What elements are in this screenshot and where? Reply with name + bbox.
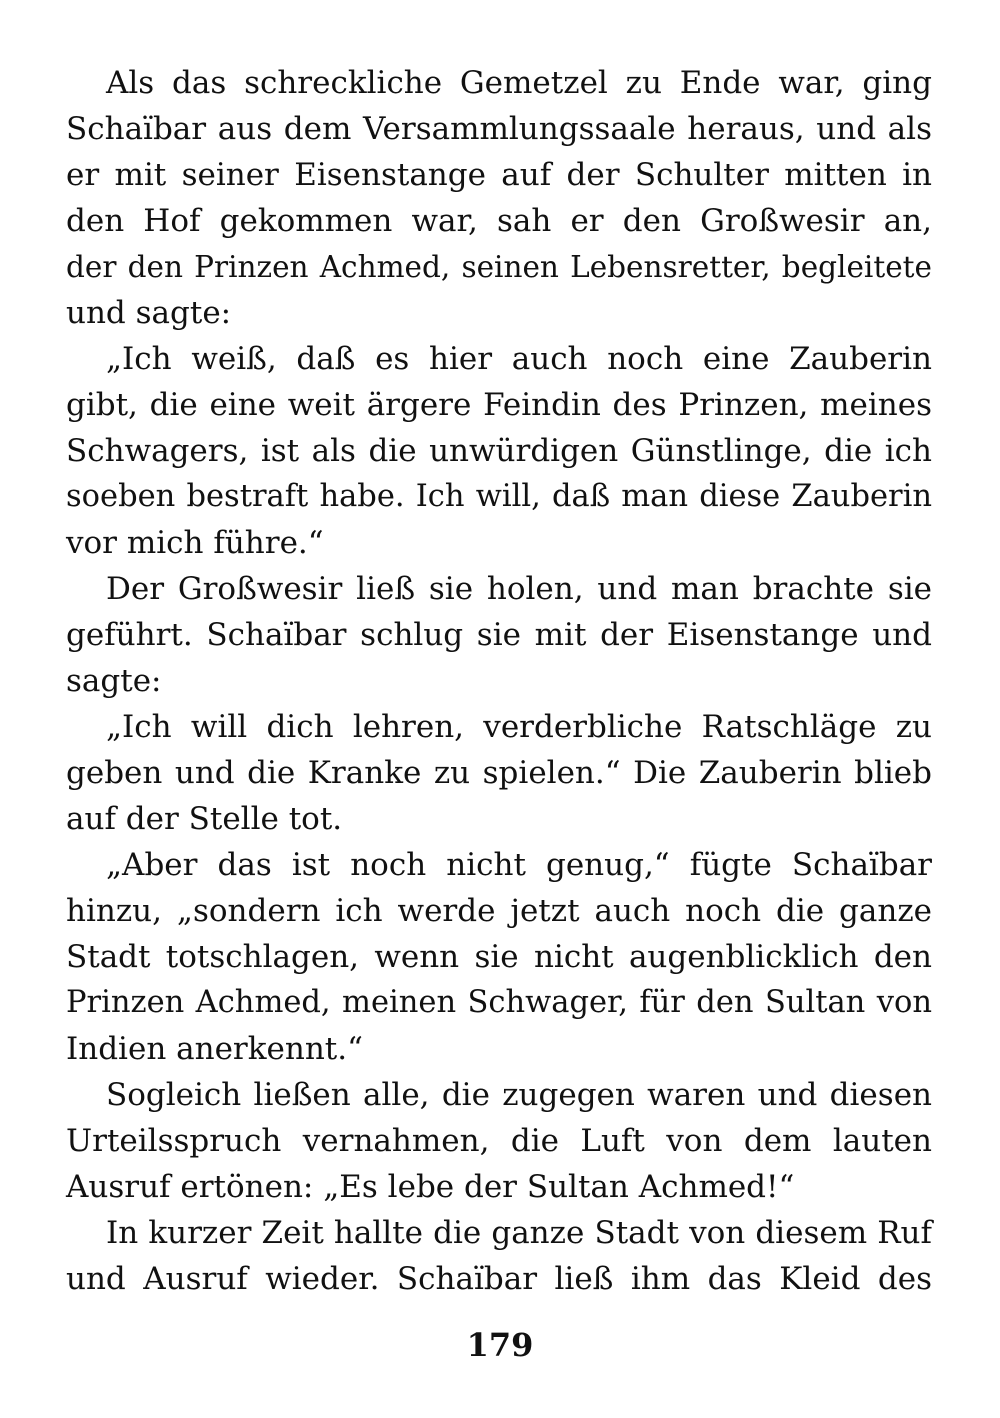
paragraph [66, 704, 932, 842]
text-line: den Hof gekommen war, sah er den Großwesir an, [66, 203, 932, 239]
paragraph [66, 1210, 932, 1302]
text-line: er mit seiner Eisenstange auf der Schulter mitten in [66, 157, 932, 193]
text-line: sagte: [66, 663, 162, 699]
paragraph [66, 1072, 932, 1210]
page-number: 179 [466, 1326, 534, 1364]
text-line: Indien anerkennt.“ [66, 1031, 363, 1067]
text-line: Der Großwesir ließ sie holen, und man brachte sie [106, 571, 932, 607]
text-line: Prinzen Achmed, meinen Schwager, für den Sultan von [66, 985, 932, 1020]
text-line: gibt, die eine weit ärgere Feindin des Prinzen, meines [66, 387, 932, 423]
text-line: „Ich weiß, daß es hier auch noch eine Zauberin [106, 341, 932, 377]
text-line: Als das schreckliche Gemetzel zu Ende war, ging [106, 65, 932, 101]
text-line: soeben bestraft habe. Ich will, daß man diese Zauberin [66, 479, 932, 514]
text-line: „Ich will dich lehren, verderbliche Ratschläge zu [106, 709, 932, 745]
text-line: Stadt totschlagen, wenn sie nicht augenblicklich den [66, 939, 932, 975]
text-line: Schaïbar aus dem Versammlungssaale heraus, und als [66, 111, 932, 147]
text-line: auf der Stelle tot. [66, 801, 343, 837]
text-line: „Aber das ist noch nicht genug,“ fügte Schaïbar [106, 847, 932, 883]
text-line: Ausruf ertönen: „Es lebe der Sultan Achmed!“ [66, 1169, 795, 1205]
paragraph [66, 566, 932, 704]
text-line: geben und die Kranke zu spielen.“ Die Zauberin blieb [66, 755, 932, 791]
text-line: Sogleich ließen alle, die zugegen waren und diesen [106, 1077, 932, 1113]
text-line: geführt. Schaïbar schlug sie mit der Eisenstange und [66, 617, 932, 653]
text-line: hinzu, „sondern ich werde jetzt auch noch die ganze [66, 893, 932, 929]
text-line: vor mich führe.“ [66, 525, 324, 561]
text-line: und sagte: [66, 295, 232, 331]
paragraph [66, 60, 932, 336]
text-line: der den Prinzen Achmed, seinen Lebensretter, begleitete [66, 250, 932, 284]
paragraph [66, 842, 932, 1072]
text-line: Schwagers, ist als die unwürdigen Günstlinge, die ich [66, 433, 932, 469]
text-line: In kurzer Zeit hallte die ganze Stadt von diesem Ruf [106, 1215, 932, 1251]
book-page-text [66, 60, 932, 1302]
paragraph [66, 336, 932, 566]
text-line: und Ausruf wieder. Schaïbar ließ ihm das Kleid des [66, 1261, 932, 1297]
text-line: Urteilsspruch vernahmen, die Luft von dem lauten [66, 1123, 932, 1159]
